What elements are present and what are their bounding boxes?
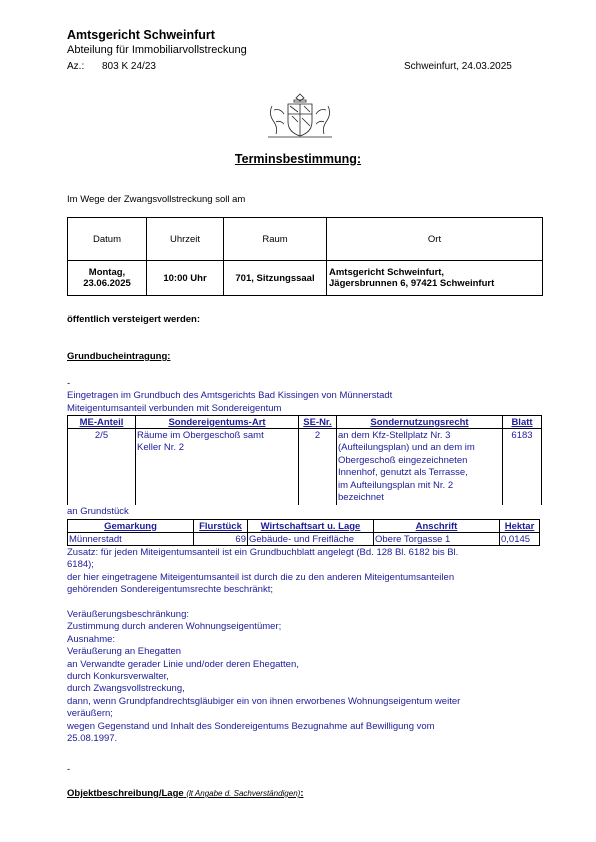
header-sondernutzungsrecht: Sondernutzungsrecht: [337, 416, 503, 429]
header-flurstueck: Flurstück: [194, 520, 248, 533]
header-raum: Raum: [224, 218, 327, 261]
gemarkung: Münnerstadt: [68, 533, 194, 546]
header-se-nr: SE-Nr.: [299, 416, 337, 429]
appointment-place: Amtsgericht Schweinfurt, Jägersbrunnen 6, 97421 Schweinfurt: [327, 261, 543, 296]
se-nr: 2: [299, 429, 337, 506]
place-date: Schweinfurt, 24.03.2025: [404, 61, 512, 72]
header-wirtschaftsart: Wirtschaftsart u. Lage: [248, 520, 374, 533]
sondernutzungsrecht: an dem Kfz-Stellplatz Nr. 3 (Aufteilungsplan) und an dem im Obergeschoß eingezeichneten Innenhof, genutzt als Terrasse, im Aufteilungsplan mit Nr. 2 bezeichnet: [337, 429, 503, 506]
az-label: Az.:: [67, 61, 85, 72]
header-hektar: Hektar: [500, 520, 540, 533]
wirtschaftsart: Gebäude- und Freifläche: [248, 533, 374, 546]
grundbuch-intro: - Eingetragen im Grundbuch des Amtsgerichts Bad Kissingen von Münnerstadt Miteigentumsanteil verbunden mit Sondereigentum: [67, 378, 393, 414]
bavarian-coat-of-arms-icon: [264, 92, 336, 140]
header-ort: Ort: [327, 218, 543, 261]
header-datum: Datum: [68, 218, 147, 261]
me-anteil: 2/5: [68, 429, 136, 506]
header-sondereigentums-art: Sondereigentums-Art: [136, 416, 299, 429]
flurstueck: 69: [194, 533, 248, 546]
an-grundstueck: an Grundstück: [67, 506, 129, 517]
gemarkung-table: [67, 519, 540, 546]
grundbuch-notes: Zusatz: für jeden Miteigentumsanteil ist ein Grundbuchblatt angelegt (Bd. 128 Bl. 6182 bis Bl. 6184); der hier eingetragene Miteigentumsanteil ist durch die zu den anderen Miteigentumsanteilen gehörenden Sondereigentumsrechte beschränkt; Veräußerungsbeschränkung: Zustimmung durch anderen Wohnungseigentümer; Ausnahme: Veräußerung an Ehegatten an Verwandte gerader Linie und/oder deren Ehegatten, durch Konkursverwalter, durch Zwangsvollstreckung, dann, wenn Grundpfandrechtsgläubiger ein von ihnen erworbenes Wohnungseigentum weiter veräußern; wegen Gegenstand und Inhalt des Sondereigentums Bezugnahme auf Bewilligung vom 25.08.1997.: [67, 547, 461, 745]
appointment-table: [67, 217, 543, 296]
header-blatt: Blatt: [503, 416, 542, 429]
appointment-date: Montag, 23.06.2025: [68, 261, 147, 296]
az-value: 803 K 24/23: [102, 61, 156, 72]
document-title: Terminsbestimmung:: [234, 152, 362, 166]
me-table: [67, 415, 542, 505]
header-gemarkung: Gemarkung: [68, 520, 194, 533]
grundbuch-heading: Grundbucheintragung:: [67, 351, 171, 362]
court-name: Amtsgericht Schweinfurt: [67, 28, 215, 42]
intro-text: Im Wege der Zwangsvollstreckung soll am: [67, 194, 246, 205]
blatt: 6183: [503, 429, 542, 506]
header-anschrift: Anschrift: [374, 520, 500, 533]
header-me-anteil: ME-Anteil: [68, 416, 136, 429]
hektar: 0,0145: [500, 533, 540, 546]
department: Abteilung für Immobiliarvollstreckung: [67, 44, 247, 56]
sold-text: öffentlich versteigert werden:: [67, 314, 201, 325]
appointment-time: 10:00 Uhr: [147, 261, 224, 296]
appointment-room: 701, Sitzungssaal: [224, 261, 327, 296]
anschrift: Obere Torgasse 1: [374, 533, 500, 546]
objekt-heading: Objektbeschreibung/Lage (lt Angabe d. Sachverständigen):: [67, 788, 304, 799]
sondereigentums-art: Räume im Obergeschoß samt Keller Nr. 2: [136, 429, 299, 506]
table-row: [68, 429, 542, 506]
separator-dash: -: [67, 764, 71, 775]
table-row: [68, 533, 540, 546]
header-uhrzeit: Uhrzeit: [147, 218, 224, 261]
